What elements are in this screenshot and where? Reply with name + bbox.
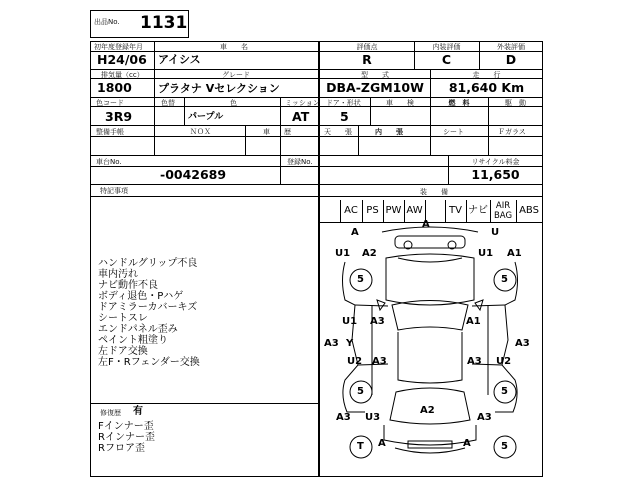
damage-code: A3: [324, 338, 339, 349]
roof-label: 天 張: [324, 128, 352, 136]
damage-code: A: [422, 219, 430, 230]
equip-airbag: AIR BAG: [493, 201, 513, 221]
repair-item: Fインナー歪: [98, 421, 154, 432]
damage-code: A3: [372, 356, 387, 367]
damage-code: A3: [467, 356, 482, 367]
mission: AT: [292, 109, 310, 124]
grade: プラタナ Vセレクション: [158, 82, 280, 95]
recycle-fee: 11,650: [471, 167, 520, 182]
remark-item: 車内汚れ: [98, 269, 138, 280]
doors: 5: [340, 109, 349, 124]
damage-code: A3: [336, 412, 351, 423]
remark-item: シートスレ: [98, 313, 148, 324]
nox-label: ＮＯＸ: [190, 128, 211, 136]
damage-code: U2: [496, 356, 512, 367]
tire-mark: 5: [501, 274, 508, 285]
damage-code: A2: [362, 248, 377, 259]
lot-label: 出品No.: [94, 18, 120, 26]
repair-item: Rフロア歪: [98, 443, 145, 454]
first-registration: H24/06: [97, 52, 147, 67]
remark-item: ドアミラーカバーキズ: [98, 302, 198, 313]
equip-tv: TV: [449, 205, 462, 216]
seat-label: シート: [443, 128, 464, 136]
remarks-label: 特記事項: [100, 187, 128, 195]
car-name: アイシス: [158, 53, 201, 66]
repair-history-value: 有: [133, 406, 143, 417]
damage-code: A3: [477, 412, 492, 423]
remark-item: ナビ動作不良: [98, 280, 158, 291]
evaluation-score: R: [362, 52, 372, 67]
interior-grade: C: [441, 52, 452, 67]
damage-code: U1: [478, 248, 494, 259]
color-change-label: 色替: [161, 99, 175, 107]
damage-code: A3: [515, 338, 530, 349]
tire-mark: 5: [357, 386, 364, 397]
color: パープル: [188, 112, 224, 122]
score-label: 評価点: [356, 43, 378, 51]
damage-code: A3: [370, 316, 385, 327]
remark-item: ペイント粗塗り: [98, 335, 168, 346]
color-code-label: 色コード: [96, 99, 124, 107]
remark-item: 左F・Rフェンダー交換: [98, 357, 200, 368]
model-code: DBA-ZGM10W: [326, 80, 424, 95]
damage-code: Y: [346, 338, 354, 349]
damage-code: U1: [342, 316, 358, 327]
repair-history-label: 修復歴: [100, 409, 121, 417]
tire-mark: 5: [501, 386, 508, 397]
year-label: 初年度登録年月: [94, 43, 143, 51]
tire-mark: 5: [357, 274, 364, 285]
interior-trim-label: 内 張: [375, 128, 403, 136]
drive-label: 駆 動: [505, 99, 526, 107]
name-label: 車 名: [220, 43, 248, 51]
lot-number: 1131: [140, 13, 188, 33]
registration-label: 登録No.: [287, 158, 313, 166]
inspection-label: 車 検: [386, 99, 414, 107]
damage-code: U1: [335, 248, 351, 259]
remark-item: ボディ退色・Pハゲ: [98, 291, 184, 302]
damage-code: U2: [347, 356, 363, 367]
service-book-label: 整備手帳: [96, 128, 124, 136]
color-code: 3R9: [105, 109, 133, 124]
mileage-label: 走 行: [472, 71, 501, 79]
tire-mark: T: [357, 441, 364, 452]
car-damage-diagram: [320, 222, 542, 477]
doors-label: ドア・形状: [326, 99, 361, 107]
mileage: 81,640 Km: [448, 80, 525, 95]
tire-mark: 5: [501, 441, 508, 452]
mission-label: ミッション: [285, 99, 320, 107]
equip-navi: ナビ: [468, 205, 488, 216]
damage-code: A2: [420, 405, 435, 416]
color-label: 色: [230, 99, 237, 107]
equipment-label: 装 備: [420, 188, 448, 196]
damage-code: U3: [365, 412, 381, 423]
recycle-label: リサイクル料金: [471, 158, 520, 166]
chassis-number: -0042689: [160, 167, 227, 182]
equip-ps: PS: [366, 205, 379, 216]
fuel-label: 燃 料: [448, 99, 470, 107]
interior-grade-label: 内装評価: [432, 43, 461, 51]
damage-code: A1: [466, 316, 481, 327]
damage-code: A: [351, 227, 359, 238]
chassis-label: 車台No.: [96, 158, 122, 166]
damage-code: U: [491, 227, 500, 238]
exterior-grade-label: 外装評価: [497, 43, 525, 51]
model-label: 型 式: [361, 71, 389, 79]
equip-abs: ABS: [519, 205, 539, 216]
repair-item: Rインナー歪: [98, 432, 155, 443]
exterior-grade: D: [505, 52, 517, 67]
damage-code: A1: [507, 248, 522, 259]
glass-label: Ｆガラス: [498, 128, 526, 136]
remark-item: ハンドルグリップ不良: [98, 258, 198, 269]
grade-label: グレード: [222, 71, 250, 79]
equip-pw: PW: [385, 205, 402, 216]
equip-ac: AC: [344, 205, 358, 216]
damage-code: A: [378, 438, 386, 449]
damage-code: A: [463, 438, 471, 449]
displacement-label: 排気量（cc）: [101, 71, 144, 79]
remark-item: 左ドア交換: [98, 346, 148, 357]
displacement: 1800: [97, 80, 132, 95]
history-label: 車 歴: [263, 128, 291, 136]
equip-aw: AW: [406, 205, 423, 216]
remark-item: エンドパネル歪み: [98, 324, 178, 335]
